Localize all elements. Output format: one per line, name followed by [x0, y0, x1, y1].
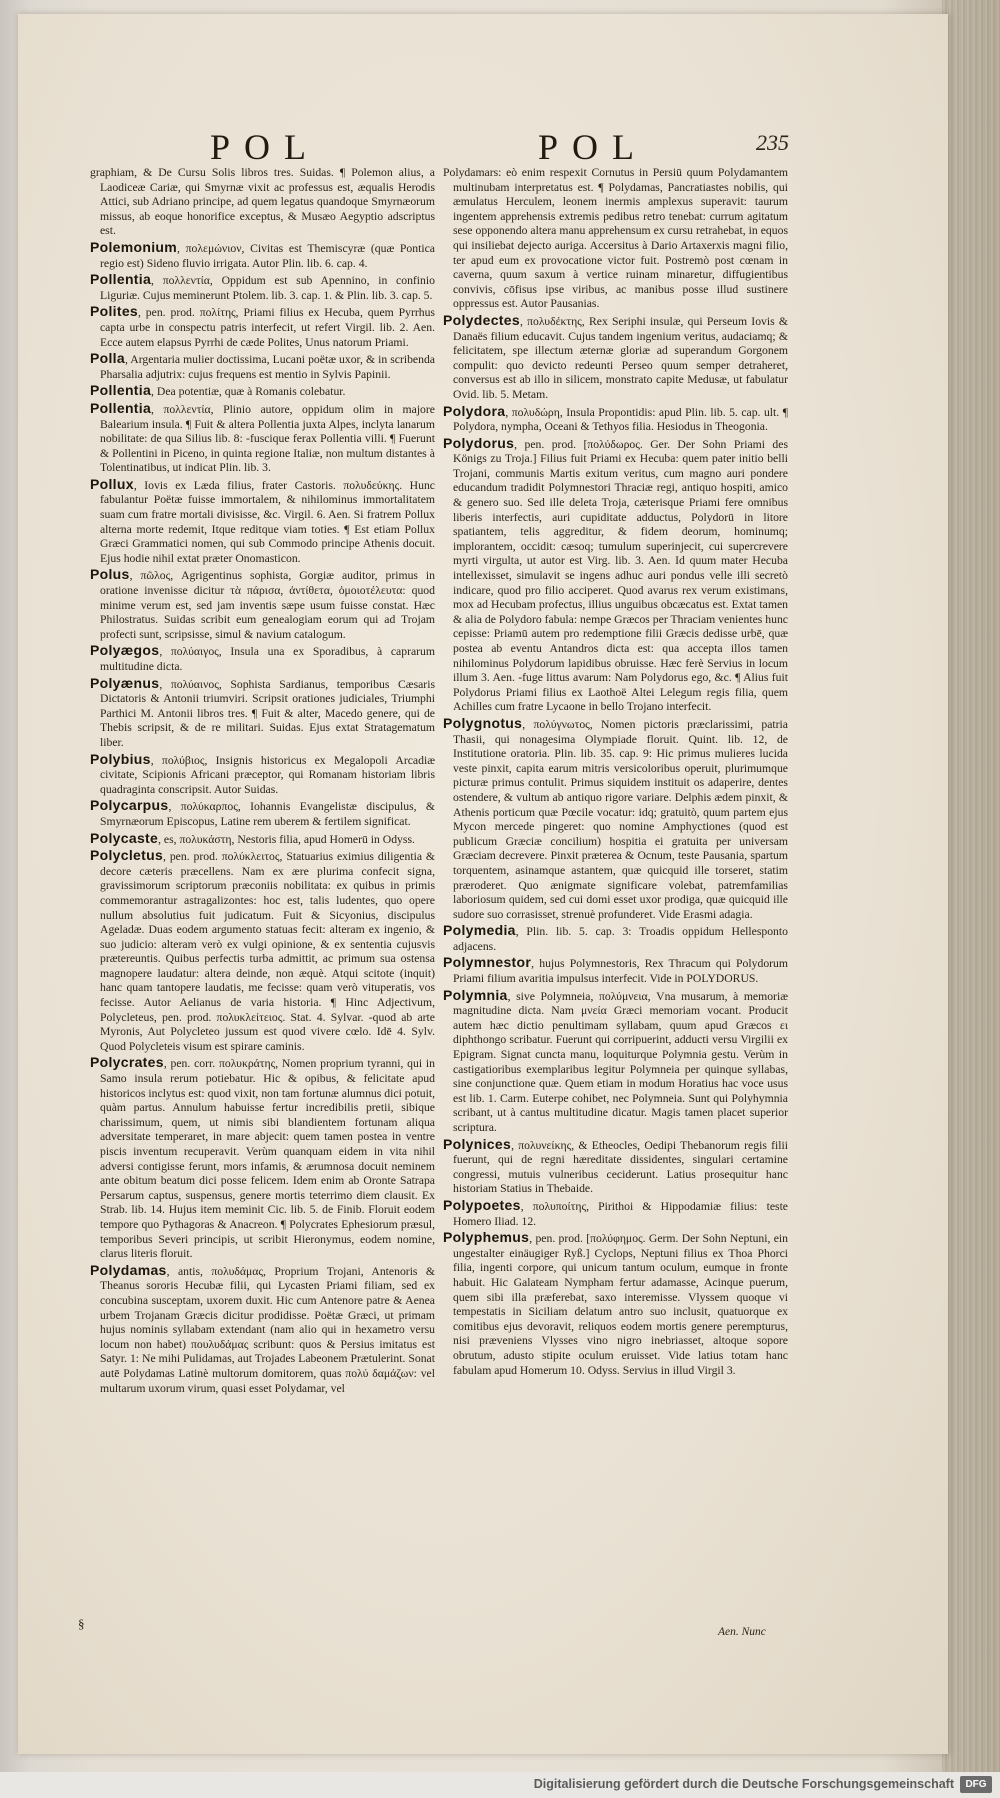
- dictionary-entry: [90, 477, 435, 567]
- dictionary-entry: [90, 1263, 435, 1396]
- book-page-edges: [942, 0, 1000, 1798]
- dictionary-entry: [443, 1137, 788, 1197]
- entry-text: , πολυνείκης, & Etheocles, Oedipi Thebanorum regis filii fuerunt, qui de regni hæreditate dissidentes, singulari certamine congressi, mutuis vulneribus ceciderunt. Latius prosequitur hanc historiam Statius in Thebaide.: [453, 1138, 788, 1196]
- entry-headword: Polyænus: [90, 674, 160, 691]
- entry-headword: Polybius: [90, 750, 151, 767]
- entry-headword: Polydora: [443, 402, 506, 419]
- entry-headword: Pollentia: [90, 399, 152, 416]
- dictionary-entry: [90, 240, 435, 271]
- entry-text: , πῶλος, Agrigentinus sophista, Gorgiæ auditor, primus in oratione invenisse dicitur τὰ πάρισα, ἀντίθετα, ὁμοιοτέλευτα: quod minime verum est, sed jam inventis sæpe usum fuisse constat. Hæc Philostratus. Suidas scribit eum genealogiam eorum qui ad Trojam profecti sunt, scripsisse, simul & navium catalogum.: [100, 569, 435, 641]
- entry-text: , πολύαιγος, Insula una ex Sporadibus, à caprarum multitudine dicta.: [100, 645, 435, 673]
- entry-text: , Iovis ex Læda filius, frater Castoris. πολυδεύκης. Hunc fabulantur Poëtæ fuisse immortalem, & nihilominus immortalitatem suam cum fratre mortali divisisse, &c. Virgil. 6. Aen. Si fratrem Pollux alterna morte redemit, Itque reditque viam toties. ¶ Est etiam Pollux Græci Grammatici nomen, qui sub Commodo principe Athenis docuit. Ejus hodie nihil extat præter Onomasticon.: [100, 478, 435, 565]
- entry-text: , pen. prod. πολίτης, Priami filius ex Hecuba, quem Pyrrhus capta urbe in conspectu patris interfecit, ut refert Virgil. lib. 2. Aen. Ecce autem elapsus Pyrrhi de cæde Polites, Unus natorum Priami.: [100, 306, 435, 349]
- dictionary-entry: [90, 383, 435, 400]
- entry-headword: Pollux: [90, 475, 134, 492]
- entry-headword: Polydectes: [443, 311, 520, 328]
- entry-headword: Polycarpus: [90, 797, 169, 814]
- entry-headword: Polymnia: [443, 986, 508, 1003]
- entry-headword: Polydorus: [443, 434, 515, 451]
- entry-headword: Polyphemus: [443, 1229, 530, 1246]
- dictionary-entry: [443, 404, 788, 435]
- entry-text: , pen. prod. πολύκλειτος, Statuarius eximius diligentia & decore cæteris præcellens. Nam ex ære plurima confecit signa, gravissimorum scriptorum præconiis nobilitata: ex quibus in primis commemorantur astragalizontes: hoc est, talis ludentes, quo opere nullum absolutius fuit judicatum. Fuit & Sicyonius, discipulus Ageladæ. Duas eodem argumento statuas fecit: alteram ex ingenio, & suo judicio: alteram verò ex vulgi opinione, & ex sententia cujusvis prætereuntis. Quibus perfectis turba admittit, ac primum sua ostensa magnopere laudatur: altera deinde, non æquè. Atqui scitote (inquit) hanc quam tantopere laudatis, me fecisse: quam verò vituperatis, vos fecisse. Autor Aelianus de varia historia. ¶ Hinc Adjectivum, Polycleteus, pen. prod. πολυκλείτειος. Stat. 4. Sylvar. -quod ab arte Myronis, Aut Polycleteo jussum est quod vivere cœlo. Idē 4. Sylv. Quod Polycleteis visum est spirare caminis.: [100, 850, 435, 1053]
- digitization-footer: [0, 1772, 1000, 1798]
- dictionary-entry: [90, 1055, 435, 1261]
- entry-headword: Polyægos: [90, 642, 160, 659]
- entry-text: , pen. corr. πολυκράτης, Nomen proprium tyranni, qui in Samo insula rerum potiebatur. Hic & opibus, & felicitate apud historicos inclytus est: quod vixit, non tam fortunæ alumnus dici potuit, quàm partus. Annulum habuisse fertur incredibilis pretii, sibique charissimum, quem, ut nimis sibi blandientem fortunam aliqua adversitate temperaret, in mare abjecit: quem tamen postea in ventre piscis inventum recuperavit. Verùm quanquam eidem in vita nihil adversi contigisse ferunt, mors infamis, & ærumnosa docuit neminem ante obitum beatum dici posse felicem. Idem enim ab Oronte Satrapa Persarum captus, suspensus, genere mortis teterrimo diem clausit. Ex Strab. lib. 14. Hujus item meminit Cic. lib. 5. de Finib. Floruit eodem tempore quo Pythagoras & Anacreon. ¶ Polycrates Ephesiorum præsul, temporibus Severi principis, ut scribit Hieronymus, eodem nomine, clarus literis floruit.: [100, 1057, 435, 1261]
- entry-headword: Polynices: [443, 1135, 512, 1152]
- entry-text: , es, πολυκάστη, Nestoris filia, apud Homerū in Odyss.: [158, 832, 415, 846]
- entry-text: , Argentaria mulier doctissima, Lucani poëtæ uxor, & in scribenda Pharsalia adjutrix: cujus frequens est mentio in Sylvis Papinii.: [100, 353, 435, 381]
- left-column: [90, 166, 435, 1636]
- right-column: [443, 166, 788, 1636]
- entry-headword: Polus: [90, 566, 130, 583]
- dictionary-entry: [90, 831, 435, 848]
- dictionary-entry: [443, 955, 788, 986]
- entry-headword: Pollentia: [90, 382, 152, 399]
- header-right-word: POL: [538, 127, 649, 167]
- dictionary-entry: [443, 988, 788, 1136]
- dictionary-entry: [90, 643, 435, 674]
- dictionary-entry: [90, 304, 435, 350]
- dictionary-entry: [90, 798, 435, 829]
- entry-headword: Polygnotus: [443, 714, 523, 731]
- dfg-logo-icon: DFG: [960, 1776, 992, 1793]
- digitization-credit: Digitalisierung gefördert durch die Deutsche Forschungsgemeinschaft: [533, 1777, 954, 1791]
- entry-text: , hujus Polymnestoris, Rex Thracum qui Polydorum Priami filium avaritia impulsus interfecit. Vide in POLYDORUS.: [453, 957, 788, 986]
- entry-text: , πολυδέκτης, Rex Seriphi insulæ, qui Perseum Iovis & Danaës filium educavit. Cujus tandem ingenium veritus, audaciamq; & felicitatem, spe illectum æternæ gloriæ ad superandum Gorgonem compulit: quo devicto redeunti Perseo quum semper detraheret, conversus est ab illo in silicem, monstrato capite Medusæ, ut fabulatur Ovid. lib. 5. Metam.: [453, 314, 788, 401]
- dictionary-entry: [90, 272, 435, 303]
- book-page: [18, 14, 948, 1754]
- entry-text: , Dea potentiæ, quæ à Romanis colebatur.: [151, 385, 346, 399]
- entry-headword: Polites: [90, 303, 139, 320]
- dictionary-entry: [443, 313, 788, 403]
- entry-headword: Polla: [90, 350, 125, 367]
- entry-text: , Plin. lib. 5. cap. 3: Troadis oppidum Hellesponto adjacens.: [453, 925, 788, 953]
- entry-text: , pen. prod. [πολύδωρος. Ger. Der Sohn Priami des Königs zu Troja.] Filius fuit Priami ex Hecuba: quem pater initio belli Trojani, communis Martis exitum veritus, cum magno auri pondere educandum tradidit Polymnestori Thraciæ regi, antiquo hospiti, amico & genero suo. Sed ille deleta Troja, cæterisque Priami fere omnibus liberis interfectis, auri cupiditate adductus, Polydorū in litore spatiantem, telis aggreditur, & fidem deorum, hominumq; implorantem, occidit: cæsoq; tumulum superinjecit, cui supercrevere myrti virgulta, ut autor est Virg. lib. 3. Aen. Id quum mater Hecuba intellexisset, simulavit se ingens adhuc auri pondus velle illi secretò indicare, quod pro filio acciperet. Quod avarus rex verum existimans, mox ad Hecubam profectus, illius unguibus obcæcatus est. Extat tamen & alia de Polydoro fabula: nempe Græcos per Thraciam venientes hunc cepisse: Priamū autem pro redemptione filii Græcis dedisse urbē, quæ postea ab eventu Antandros dicta est: qua accepta illos tamen nihilominus Polydorum lapidibus obruisse. Hæc ferè Servius in locum illum 3. Aen. -fuge littus avarum: Nam Polydorus ego, &c. ¶ Alius fuit Polydorus Priami filius ex Laothoë Altei Lelegum regis filia, quem Achilles cum fratre Lycaone in bello Trojano interfecit.: [453, 437, 788, 714]
- dictionary-entry: [443, 1230, 788, 1378]
- entry-headword: Polypoetes: [443, 1196, 521, 1213]
- dictionary-entry: [443, 436, 788, 715]
- entry-text: graphiam, & De Cursu Solis libros tres. Suidas. ¶ Polemon alius, a Laodiceæ Cariæ, qui Smyrnæ vixit ac professus est, æqualis Herodis Attici, sub Adriano principe, ad quem legatus quandoque Smyrnæorum missus, ab eoque honorifice exceptus, & Musæo Aegyptio adscriptus est.: [90, 166, 435, 238]
- entry-text: , πολύαινος, Sophista Sardianus, temporibus Cæsaris Dictatoris & Antonii triumviri. Scripsit orationes judiciales, Triumphi Parthici M. Antonii libros tres. ¶ Fuit & alter, Macedo genere, qui de Thebis scripsit, & de re militari. Suidas. Ejus extat Stratagematum liber.: [100, 677, 435, 749]
- page-number: 235: [756, 130, 789, 155]
- entry-text: , πολυδώρη, Insula Propontidis: apud Plin. lib. 5. cap. ult. ¶ Polydora, nympha, Oceani & Tethyos filia. Hesiodus in Theogonia.: [453, 405, 788, 434]
- entry-headword: Pollentia: [90, 271, 152, 288]
- entry-headword: Polycaste: [90, 829, 159, 846]
- dictionary-entry: [90, 351, 435, 382]
- margin-mark: §: [78, 1616, 85, 1631]
- dictionary-entry: [443, 166, 788, 312]
- entry-headword: Polydamas: [90, 1261, 167, 1278]
- entry-headword: Polymnestor: [443, 954, 532, 971]
- dictionary-entry: [90, 752, 435, 798]
- entry-headword: Polycrates: [90, 1054, 164, 1071]
- entry-headword: Polymedia: [443, 922, 516, 939]
- dictionary-entry: [90, 567, 435, 642]
- dictionary-entry: [443, 716, 788, 922]
- entry-text: , πολυποίτης, Pirithoi & Hippodamiæ filius: teste Homero Iliad. 12.: [453, 1199, 788, 1228]
- entry-text: , antis, πολυδάμας, Proprium Trojani, Antenoris & Theanus sororis Hecubæ filii, qui Lycasten Priami filiam, sed ex concubina susceptam, uxorem duxit. Hic cum Antenore patre & Aenea urbem Trojanam Græcis dicitur prodidisse. Poëtæ Græci, ut primam hujus nominis syllabam extendant (nam alio qui in hexametro versu locum non habet) πουλυδάμας scribunt: quos & Persius imitatus est Satyr. 1: Ne mihi Pulidamas, aut Trojades Labeonem Prætulerint. Sonat autē Polydamas Latinè multorum domitorem, quas πολύ δαμάζων: vel multarum uxorum virum, quasi esset Polydamar, vel: [100, 1264, 435, 1395]
- entry-headword: Polycletus: [90, 847, 164, 864]
- entry-text: , πολλεντία, Oppidum est sub Apennino, in confinio Liguriæ. Cujus meminerunt Ptolem. lib. 3. cap. 1. & Plin. lib. 3. cap. 5.: [100, 274, 435, 302]
- entry-text: , pen. prod. [πολύφημος. Germ. Der Sohn Neptuni, ein ungestalter einäugiger Ryß.] Cyclops, Neptuni filius ex Thoa Phorci filia, ingenti corpore, qui unicum tantum oculum, eumque in fronte habuit. Hic Galateam Nympham fertur adamasse, Acinque puerum, quem sibi illa præferebat, saxo interemisse. Vlyssem quoque vi tempestatis in Siciliam delatum antro suo inclusit, quatuorque ex comitibus ejus devoravit, reliquos eodem mortis genere perempturus, nisi præveniens Vlysses vino nigro inebriasset, altoque sopore obrutum, adusto stipite oculum eruisset. Vide latius totam hanc fabulam apud Homerum 10. Odyss. Servius in illud Virgil 3.: [453, 1232, 788, 1377]
- dictionary-entry: [443, 1198, 788, 1229]
- entry-text: , πολλεντία, Plinio autore, oppidum olim in majore Balearium insula. ¶ Fuit & altera Pollentia juxta Alpes, inclyta lanarum nobilitate: de qua Silius lib. 8: -fuscique ferax Pollentia villi. ¶ Fuerunt & Pollentini in Piceno, in quinta regione Italiæ, non multum distantes à Tolentinatibus, ut indicat Plin. lib. 3.: [100, 402, 435, 475]
- entry-text: , sive Polymneia, πολύμνεια, Vna musarum, à memoriæ magnitudine dicta. Nam μνεία Græci memoriam vocant. Producit autem hæc dictio penultimam syllabam, quum apud Græcos ει diphthongo scribatur. Fuerunt qui corripuerint, adducti versu Virgilii ex Epigram. Signat cuncta manu, loquiturque Polymnia gestu. Verùm in castigatioribus exemplaribus legitur Polymneia per quinque syllabas, sine conjunctione quæ. Quem etiam in modum Horatius hac voce usus est lib. 1. Carm. Euterpe cohibet, nec Polymneia. Sunt qui Polyhymnia scribant, ut à cantus multitudine dicatur. Magis tamen placet superior scriptura.: [453, 989, 788, 1134]
- dictionary-entry: [90, 401, 435, 476]
- dictionary-entry: [90, 848, 435, 1054]
- dictionary-entry: [443, 923, 788, 954]
- entry-text: , πολύκαρπος, Iohannis Evangelistæ discipulus, & Smyrnæorum Episcopus, Latine rem uberem & fertilem significat.: [100, 800, 435, 828]
- entry-text: , πολεμώνιον, Civitas est Themiscyræ (quæ Pontica regio est) Sideno fluvio irrigata. Autor Plin. lib. 6. cap. 4.: [100, 241, 435, 270]
- entry-text: Polydamars: eò enim respexit Cornutus in Persiū quum Polydamantem multinubam interpretatus est. ¶ Polydamas, Pancratiastes nobilis, qui æmulatus Herculem, leonem inermis amplexus superavit: taurum ingentem apprehensis extremis pedibus retro tenebat: currum agitatum sese opponendo altera manu apprehensum ex cursu retrahebat, in equos qui insiliebat dejecto auriga. Accersitus à Dario Artaxerxis magni filio, ter apud eum ex provocatione victor fuit. Postremò post cœnam in caverna, quum saxum à vertice ruinam minaretur, diffugientibus convivis, cōfisus ipse viribus, ac manibus posse illud sustinere oppressus est. Autor Pausanias.: [443, 166, 788, 311]
- header-left-word: POL: [210, 127, 321, 167]
- entry-headword: Polemonium: [90, 238, 178, 255]
- catchword: Aen. Nunc: [718, 1626, 766, 1638]
- entry-text: , πολύγνωτος, Nomen pictoris præclarissimi, patria Thasii, qui nonagesima Olympiade floruit. Quint. lib. 12, de Institutione oratoria. Plin. lib. 35. cap. 9: Hic primus mulieres lucida veste pinxit, capita earum mitris versicoloribus operuit, plurimumque picturæ primus contulit. Primus siquidem instituit os adaperire, dentes ostendere, & vultum ab antiquo rigore variare. Delphis ædem pinxit, & Athenis porticum quæ Pœcile vocatur: idq; gratuitò, quum partem ejus Mycon mercede pingeret: quo nomine Amphyctiones (quod est publicum Græciæ concilium) hospitia ei gratuita per universam Græciam decrevere. Pinxit præterea & Ocnum, teste Pausania, spartum torquentem, asinamque astantem, quæ quicquid ille torseret, statim præroderet. Quo ænigmate significare volebat, patremfamilias laboriosum quidem, sed cui domi esset uxor prodiga, quæ quicquid ille sudore suo corrasisset, strenuè profunderet. Vide Erasmi adagia.: [453, 717, 788, 921]
- dictionary-entry: [90, 166, 435, 239]
- dictionary-entry: [90, 676, 435, 751]
- entry-text: , πολύβιος, Insignis historicus ex Megalopoli Arcadiæ civitate, Scipionis Africani præceptor, qui Romanam historiam libris quadraginta conscripsit. Autor Suidas.: [100, 753, 435, 796]
